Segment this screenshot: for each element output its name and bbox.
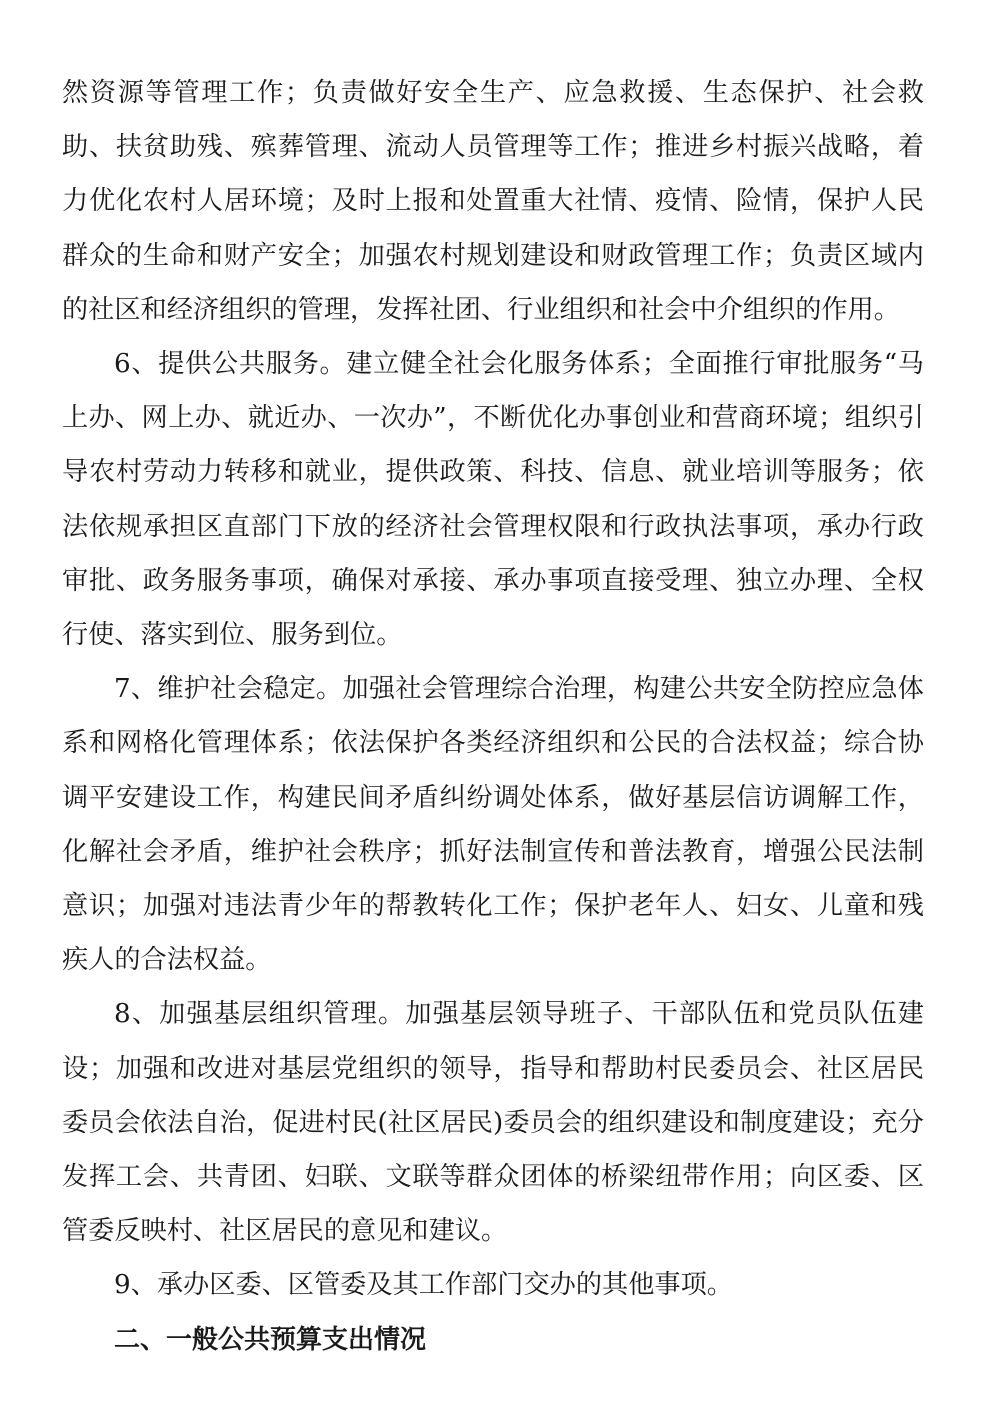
paragraph-continued: 然资源等管理工作；负责做好安全生产、应急救援、生态保护、社会救助、扶贫助残、殡葬管理、流动人员管理等工作；推进乡村振兴战略，着力优化农村人居环境；及时上报和处置重大社情、疫情、险情，保护人民群众的生命和财产安全；加强农村规划建设和财政管理工作；负责区域内的社区和经济组织的管理，发挥社团、行业组织和社会中介组织的作用。 — [62, 78, 924, 325]
section-heading: 二、一般公共预算支出情况 — [114, 1324, 427, 1355]
paragraph-item-9: 9、承办区委、区管委及其工作部门交办的其他事项。 — [114, 1270, 733, 1301]
paragraph-item-6: 6、提供公共服务。建立健全社会化服务体系；全面推行审批服务“马上办、网上办、就近办、一次办”，不断优化办事创业和营商环境；组织引导农村劳动力转移和就业，提供政策、科技、信息、就业培训等服务；依法依规承担区直部门下放的经济社会管理权限和行政执法事项，承办行政审批、政务服务事项，确保对承接、承办事项直接受理、独立办理、全权行使、落实到位、服务到位。 — [62, 349, 924, 651]
paragraph-item-8: 8、加强基层组织管理。加强基层领导班子、干部队伍和党员队伍建设；加强和改进对基层党组织的领导，指导和帮助村民委员会、社区居民委员会依法自治，促进村民(社区居民)委员会的组织建设和制度建设；充分发挥工会、共青团、妇联、文联等群众团体的桥梁纽带作用；向区委、区管委反映村、社区居民的意见和建议。 — [62, 999, 924, 1247]
document-body — [62, 66, 924, 1367]
paragraph-item-7: 7、维护社会稳定。加强社会管理综合治理，构建公共安全防控应急体系和网格化管理体系；依法保护各类经济组织和公民的合法权益；综合协调平安建设工作，构建民间矛盾纠纷调处体系，做好基层信访调解工作，化解社会矛盾，维护社会秩序；抓好法制宣传和普法教育，增强公民法制意识；加强对违法青少年的帮教转化工作；保护老年人、妇女、儿童和残疾人的合法权益。 — [62, 674, 924, 976]
